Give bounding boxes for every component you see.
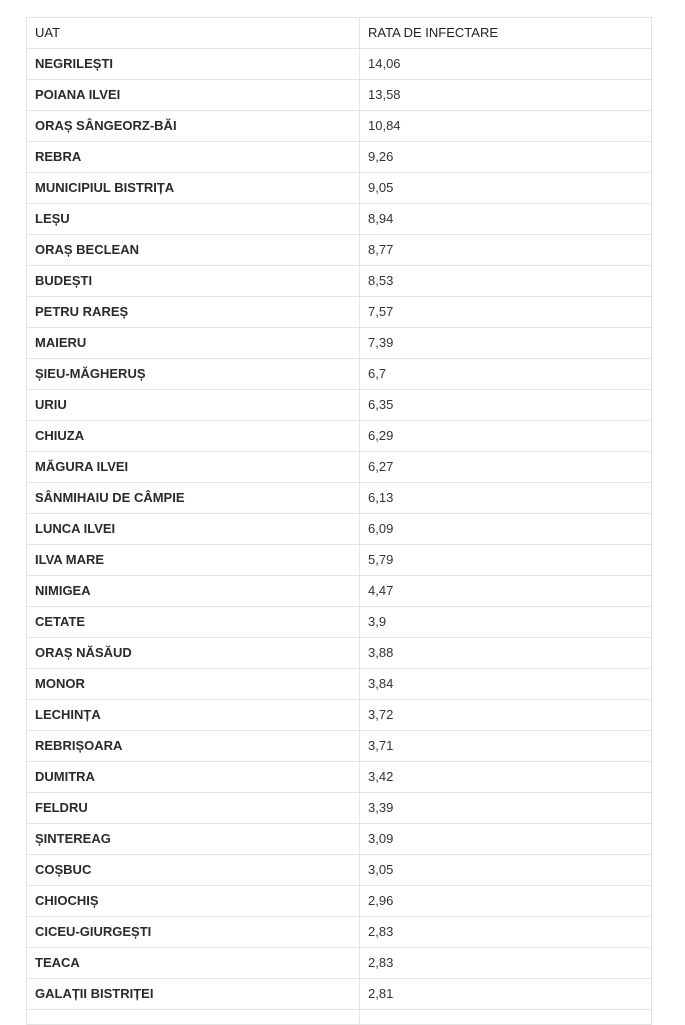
- uat-name-cell: CHIUZA: [27, 421, 360, 452]
- uat-name-cell: FELDRU: [27, 793, 360, 824]
- uat-name-cell: MUNICIPIUL BISTRIȚA: [27, 173, 360, 204]
- table-row: [27, 514, 652, 545]
- uat-name-cell: CICEU-GIURGEȘTI: [27, 917, 360, 948]
- table-row-partial: [27, 1010, 652, 1025]
- table-row: [27, 142, 652, 173]
- table-row: [27, 669, 652, 700]
- table-row: [27, 235, 652, 266]
- uat-name-cell: MONOR: [27, 669, 360, 700]
- infection-rate-cell: 3,84: [360, 669, 652, 700]
- infection-rate-cell: 3,09: [360, 824, 652, 855]
- infection-rate-cell: 3,88: [360, 638, 652, 669]
- infection-rate-cell: 2,83: [360, 948, 652, 979]
- uat-name-cell: ȘINTEREAG: [27, 824, 360, 855]
- table-row: [27, 793, 652, 824]
- uat-name-cell: ILVA MARE: [27, 545, 360, 576]
- table-row: [27, 638, 652, 669]
- table-row: [27, 49, 652, 80]
- uat-name-cell: REBRIȘOARA: [27, 731, 360, 762]
- uat-name-cell: ORAȘ SÂNGEORZ-BĂI: [27, 111, 360, 142]
- infection-rate-cell: 3,9: [360, 607, 652, 638]
- uat-name-cell: NIMIGEA: [27, 576, 360, 607]
- infection-rate-cell: 4,47: [360, 576, 652, 607]
- infection-rate-cell: 9,05: [360, 173, 652, 204]
- table-row: [27, 80, 652, 111]
- uat-name-cell: PETRU RAREȘ: [27, 297, 360, 328]
- infection-rate-cell: 7,57: [360, 297, 652, 328]
- table-row: [27, 607, 652, 638]
- table-row: [27, 731, 652, 762]
- uat-name-cell: MĂGURA ILVEI: [27, 452, 360, 483]
- infection-rate-cell: 6,13: [360, 483, 652, 514]
- infection-rate-cell: 8,53: [360, 266, 652, 297]
- table-row: [27, 979, 652, 1010]
- table-row: [27, 390, 652, 421]
- infection-rate-cell: 9,26: [360, 142, 652, 173]
- infection-rate-cell: 8,94: [360, 204, 652, 235]
- table-row: [27, 297, 652, 328]
- uat-name-cell: LEȘU: [27, 204, 360, 235]
- table-row: [27, 545, 652, 576]
- table-row: [27, 855, 652, 886]
- uat-name-cell: ȘIEU-MĂGHERUȘ: [27, 359, 360, 390]
- table-row: [27, 948, 652, 979]
- infection-rate-cell: 7,39: [360, 328, 652, 359]
- infection-rate-cell: 3,42: [360, 762, 652, 793]
- table-row: [27, 700, 652, 731]
- table-row: [27, 328, 652, 359]
- infection-rate-cell: 3,71: [360, 731, 652, 762]
- uat-name-cell: [27, 1010, 360, 1025]
- uat-name-cell: SÂNMIHAIU DE CÂMPIE: [27, 483, 360, 514]
- table-row: [27, 421, 652, 452]
- infection-rate-cell: 2,96: [360, 886, 652, 917]
- uat-name-cell: CHIOCHIȘ: [27, 886, 360, 917]
- infection-rate-cell: 6,35: [360, 390, 652, 421]
- infection-rate-cell: 14,06: [360, 49, 652, 80]
- uat-name-cell: ORAȘ NĂSĂUD: [27, 638, 360, 669]
- table-row: [27, 824, 652, 855]
- uat-name-cell: LECHINȚA: [27, 700, 360, 731]
- column-header-uat: UAT: [27, 18, 360, 49]
- infection-rate-cell: 6,27: [360, 452, 652, 483]
- table-row: [27, 173, 652, 204]
- infection-rate-cell: 5,79: [360, 545, 652, 576]
- table-row: [27, 483, 652, 514]
- uat-name-cell: NEGRILEȘTI: [27, 49, 360, 80]
- table-header: [27, 18, 652, 49]
- uat-name-cell: LUNCA ILVEI: [27, 514, 360, 545]
- infection-rate-cell: 3,39: [360, 793, 652, 824]
- column-header-infection-rate: RATA DE INFECTARE: [360, 18, 652, 49]
- uat-name-cell: ORAȘ BECLEAN: [27, 235, 360, 266]
- infection-rate-table-container: [26, 17, 651, 1025]
- uat-name-cell: POIANA ILVEI: [27, 80, 360, 111]
- uat-name-cell: URIU: [27, 390, 360, 421]
- table-row: [27, 886, 652, 917]
- infection-rate-cell: 3,05: [360, 855, 652, 886]
- uat-name-cell: COȘBUC: [27, 855, 360, 886]
- table-body: [27, 49, 652, 1025]
- infection-rate-cell: 8,77: [360, 235, 652, 266]
- table-row: [27, 359, 652, 390]
- infection-rate-cell: 3,72: [360, 700, 652, 731]
- infection-rate-cell: 10,84: [360, 111, 652, 142]
- table-row: [27, 204, 652, 235]
- uat-name-cell: GALAȚII BISTRIȚEI: [27, 979, 360, 1010]
- infection-rate-cell: 6,09: [360, 514, 652, 545]
- table-row: [27, 452, 652, 483]
- infection-rate-cell: 2,81: [360, 979, 652, 1010]
- table-row: [27, 266, 652, 297]
- table-row: [27, 576, 652, 607]
- table-row: [27, 762, 652, 793]
- infection-rate-cell: 2,83: [360, 917, 652, 948]
- uat-name-cell: BUDEȘTI: [27, 266, 360, 297]
- infection-rate-table: [26, 17, 652, 1025]
- infection-rate-cell: 13,58: [360, 80, 652, 111]
- uat-name-cell: DUMITRA: [27, 762, 360, 793]
- table-row: [27, 111, 652, 142]
- uat-name-cell: TEACA: [27, 948, 360, 979]
- infection-rate-cell: 6,29: [360, 421, 652, 452]
- uat-name-cell: MAIERU: [27, 328, 360, 359]
- uat-name-cell: CETATE: [27, 607, 360, 638]
- uat-name-cell: REBRA: [27, 142, 360, 173]
- header-row: [27, 18, 652, 49]
- table-row: [27, 917, 652, 948]
- infection-rate-cell: 6,7: [360, 359, 652, 390]
- infection-rate-cell: [360, 1010, 652, 1025]
